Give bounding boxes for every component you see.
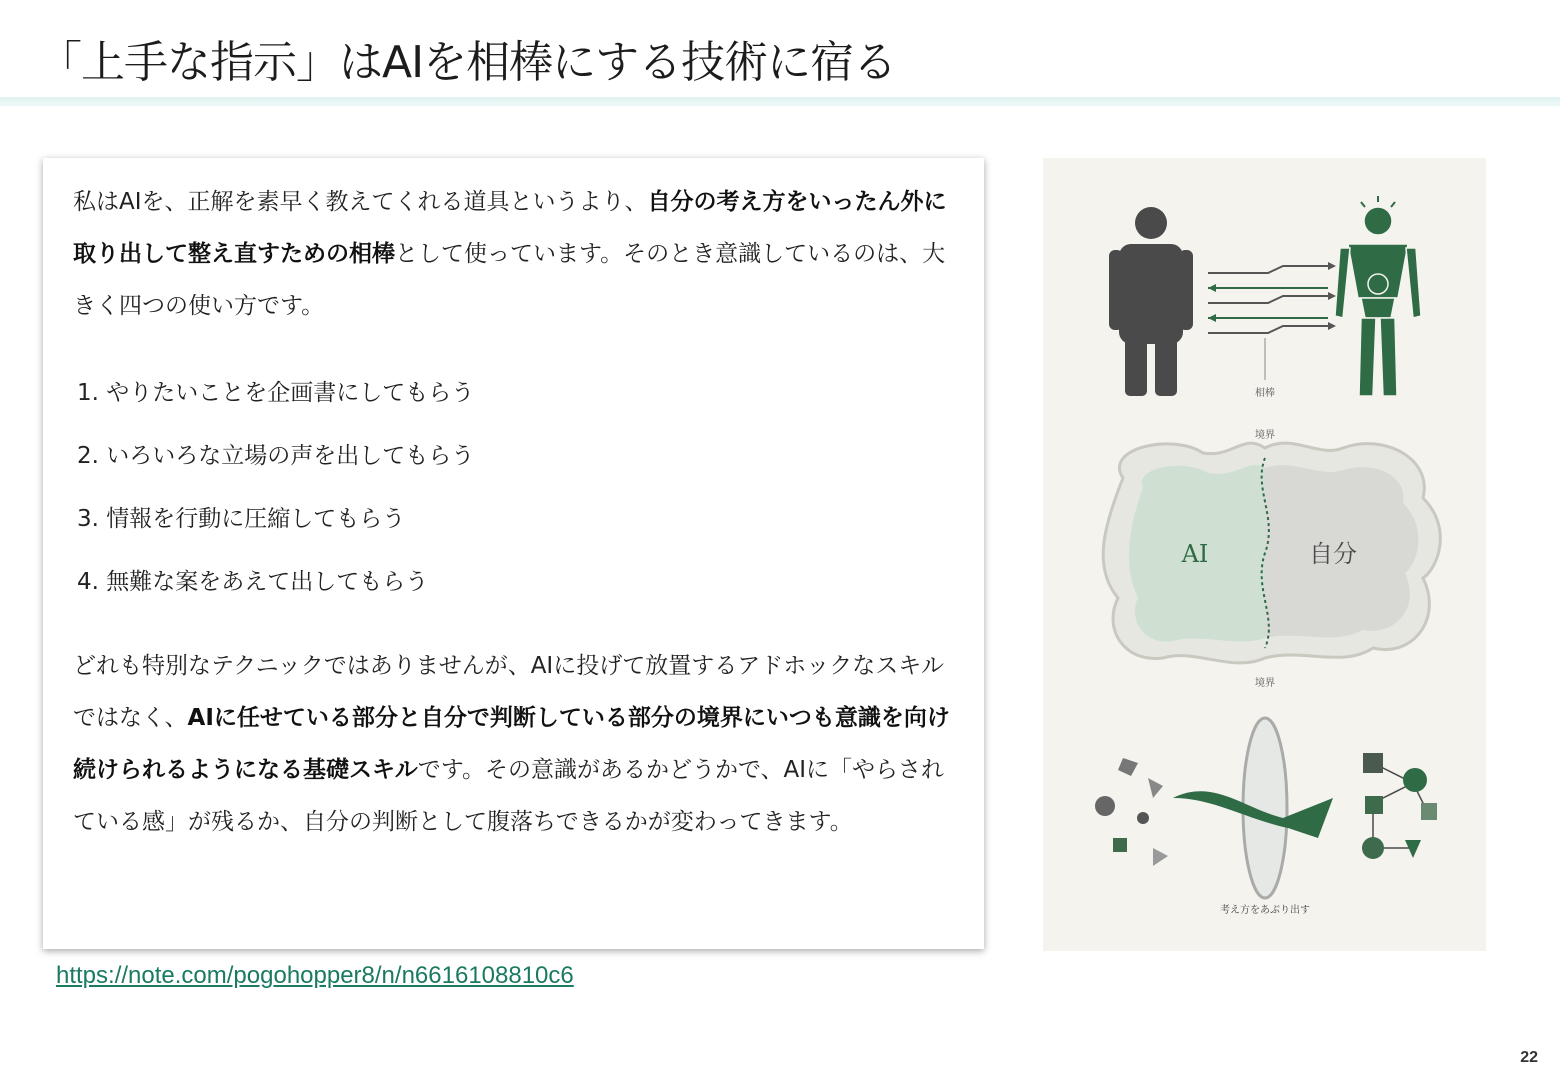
- label-boundary-top: 境界: [1255, 430, 1275, 441]
- label-caption: 考え方をあぶり出す: [1220, 905, 1310, 916]
- label-boundary-bottom: 境界: [1255, 678, 1275, 689]
- closing-text-1: どれも特別なテクニックではありませんが、AIに投げて放置するアドホックなスキルではなく、: [73, 653, 944, 731]
- closing-text-2: です。その意識があるかどうかで、AIに「やらされている感」が残るか、自分の判断として腹落ちできるかが変わってきます。: [73, 757, 944, 835]
- lens-transform-icon: [1095, 718, 1437, 898]
- label-partner: 相棒: [1255, 388, 1275, 399]
- exchange-arrows-icon: [1208, 262, 1336, 380]
- idea-rays-icon: [1361, 196, 1395, 207]
- closing-emphasis: AIに任せている部分と自分で判断している部分の境界にいつも意識を向け続けられるようになる基礎スキル: [73, 705, 950, 783]
- list-item: 4. 無難な案をあえて出してもらう: [77, 569, 429, 595]
- intro-text-2: として使っています。そのとき意識しているのは、大きく四つの使い方です。: [73, 241, 946, 319]
- intro-emphasis: 自分の考え方をいったん外に取り出して整え直すための相棒: [73, 189, 947, 267]
- title-underline: [0, 97, 1560, 106]
- boundary-blob-icon: [1103, 443, 1440, 663]
- page-number: 22: [1520, 1049, 1538, 1066]
- label-self: 自分: [1309, 540, 1357, 568]
- human-figure-icon: [1109, 207, 1193, 396]
- label-ai: AI: [1181, 540, 1209, 568]
- list-item: 1. やりたいことを企画書にしてもらう: [77, 380, 475, 406]
- slide-title: 「上手な指示」はAIを相棒にする技術に宿る: [38, 37, 897, 88]
- intro-text-1: 私はAIを、正解を素早く教えてくれる道具というより、: [73, 189, 648, 215]
- usage-list: [73, 380, 954, 596]
- illustration-panel: [1043, 158, 1486, 951]
- robot-figure-icon: [1335, 207, 1421, 396]
- list-item: 2. いろいろな立場の声を出してもらう: [77, 443, 475, 469]
- closing-paragraph: [73, 640, 954, 848]
- source-link[interactable]: https://note.com/pogohopper8/n/n6616108810c6: [56, 962, 574, 989]
- list-item: 3. 情報を行動に圧縮してもらう: [77, 506, 406, 532]
- illustration-svg: [1043, 158, 1486, 951]
- quote-card: [43, 158, 984, 949]
- intro-paragraph: [73, 176, 954, 332]
